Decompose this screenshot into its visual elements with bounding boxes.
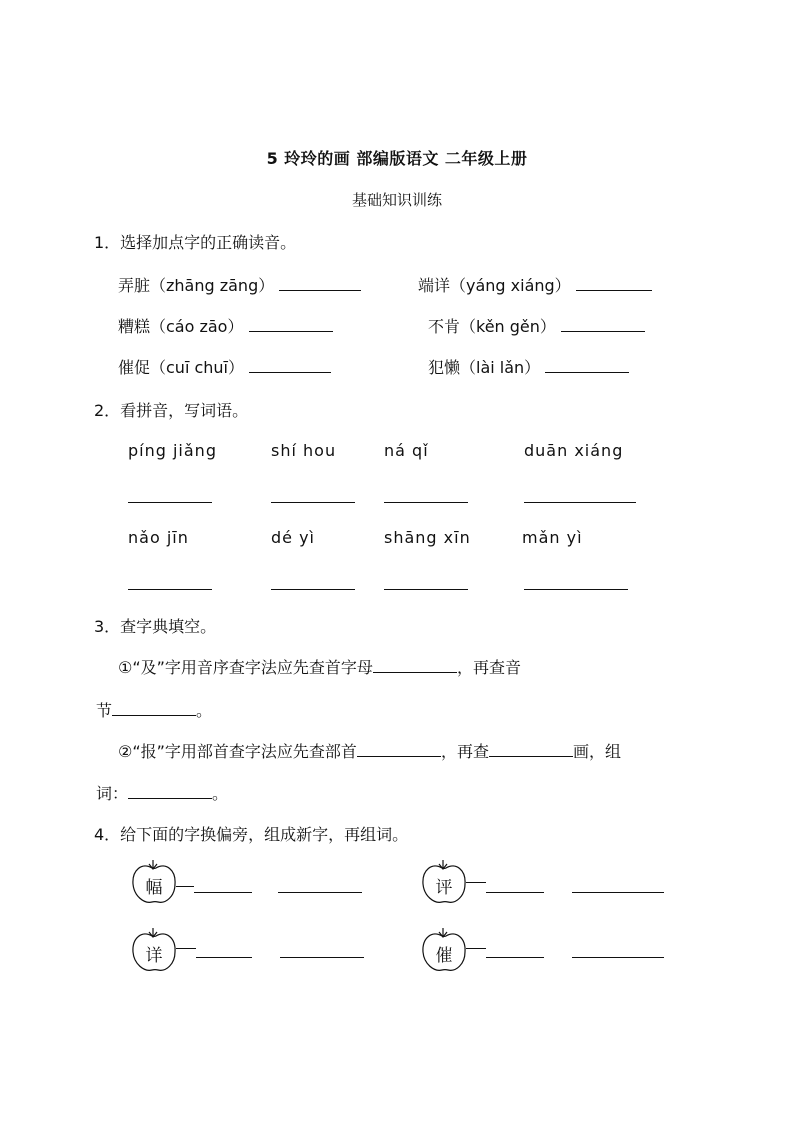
- apple-char: 评: [435, 878, 453, 898]
- word-blank[interactable]: [271, 589, 355, 590]
- apple-icon: [420, 858, 468, 906]
- answer-blank[interactable]: [561, 317, 645, 332]
- q1-item-1-text: 弄脏（zhāng zāng）: [118, 276, 275, 295]
- q1-item-2-text: 端详（yáng xiáng）: [418, 276, 571, 295]
- pinyin-7: shāng xīn: [384, 528, 471, 547]
- page-title: 5 玲玲的画 部编版语文 二年级上册: [266, 149, 528, 168]
- word-blank[interactable]: [524, 589, 628, 590]
- word-blank[interactable]: [128, 502, 212, 503]
- word-blank[interactable]: [572, 892, 664, 893]
- apple-char-4: [420, 926, 468, 978]
- q1-item-3-text: 糟糕（cáo zāo）: [118, 317, 244, 336]
- word-blank[interactable]: [280, 957, 364, 958]
- apple-char-1: [130, 858, 178, 910]
- char-blank[interactable]: [486, 957, 544, 958]
- q1-item-5-text: 催促（cuī chuī）: [118, 358, 244, 377]
- q1-item-5: [118, 355, 331, 378]
- q3-line-4-end: 。: [212, 784, 229, 803]
- q3-line-4-start: 词：: [96, 784, 129, 803]
- word-blank[interactable]: [278, 892, 362, 893]
- connector-line: [176, 948, 196, 949]
- q1-item-6: [428, 355, 629, 378]
- q2-heading: 2．看拼音，写词语。: [94, 401, 249, 420]
- q1-item-6-text: 犯懒（lài lǎn）: [428, 358, 541, 377]
- q3-line-3-mid: ，再查: [440, 742, 489, 761]
- pinyin-5: nǎo jīn: [128, 528, 189, 547]
- apple-char: 幅: [145, 878, 163, 898]
- connector-line: [176, 886, 194, 887]
- q3-line-1-end: ，再查音: [456, 658, 521, 677]
- q1-item-4-text: 不肯（kěn gěn）: [428, 317, 556, 336]
- connector-line: [466, 948, 486, 949]
- pinyin-2: shí hou: [271, 441, 337, 460]
- apple-char: 详: [145, 946, 163, 966]
- pinyin-3: ná qǐ: [384, 441, 429, 460]
- answer-blank[interactable]: [249, 358, 331, 373]
- word-blank[interactable]: [524, 502, 636, 503]
- q1-item-1: [118, 273, 361, 296]
- apple-char-2: [420, 858, 468, 910]
- pinyin-4: duān xiáng: [524, 441, 624, 460]
- answer-blank[interactable]: [249, 317, 333, 332]
- word-blank[interactable]: [271, 502, 355, 503]
- fill-blank[interactable]: [373, 658, 457, 673]
- apple-char: 催: [435, 946, 453, 966]
- answer-blank[interactable]: [545, 358, 629, 373]
- q3-line-1-text: ①“及”字用音序查字法应先查首字母: [118, 658, 373, 677]
- q3-line-2-start: 节: [96, 701, 113, 720]
- q3-line-2-end: 。: [196, 701, 213, 720]
- word-blank[interactable]: [384, 502, 468, 503]
- q3-line-3-end: 画，组: [572, 742, 621, 761]
- word-blank[interactable]: [128, 589, 212, 590]
- connector-line: [466, 882, 486, 883]
- q4-heading: 4．给下面的字换偏旁，组成新字，再组词。: [94, 825, 409, 844]
- fill-blank[interactable]: [357, 742, 441, 757]
- q3-line-4: [96, 781, 228, 804]
- word-blank[interactable]: [572, 957, 664, 958]
- char-blank[interactable]: [486, 892, 544, 893]
- apple-char-3: [130, 926, 178, 978]
- answer-blank[interactable]: [279, 276, 361, 291]
- page-subtitle: 基础知识训练: [351, 191, 442, 209]
- q3-line-1: [118, 655, 521, 678]
- pinyin-1: píng jiǎng: [128, 441, 217, 460]
- apple-icon: [130, 858, 178, 906]
- apple-icon: [420, 926, 468, 974]
- q3-line-3-text: ②“报”字用部首查字法应先查部首: [118, 742, 357, 761]
- q1-item-2: [418, 273, 652, 296]
- char-blank[interactable]: [194, 892, 252, 893]
- q3-line-3: [118, 739, 621, 762]
- fill-blank[interactable]: [112, 701, 196, 716]
- q1-heading: 1．选择加点字的正确读音。: [94, 233, 297, 252]
- apple-icon: [130, 926, 178, 974]
- pinyin-6: dé yì: [271, 528, 315, 547]
- pinyin-8: mǎn yì: [522, 528, 583, 547]
- q1-item-4: [428, 314, 645, 337]
- q3-heading: 3．查字典填空。: [94, 617, 217, 636]
- word-blank[interactable]: [384, 589, 468, 590]
- char-blank[interactable]: [196, 957, 252, 958]
- answer-blank[interactable]: [576, 276, 652, 291]
- fill-blank[interactable]: [489, 742, 573, 757]
- q3-line-2: [96, 698, 212, 721]
- q1-item-3: [118, 314, 333, 337]
- fill-blank[interactable]: [128, 784, 212, 799]
